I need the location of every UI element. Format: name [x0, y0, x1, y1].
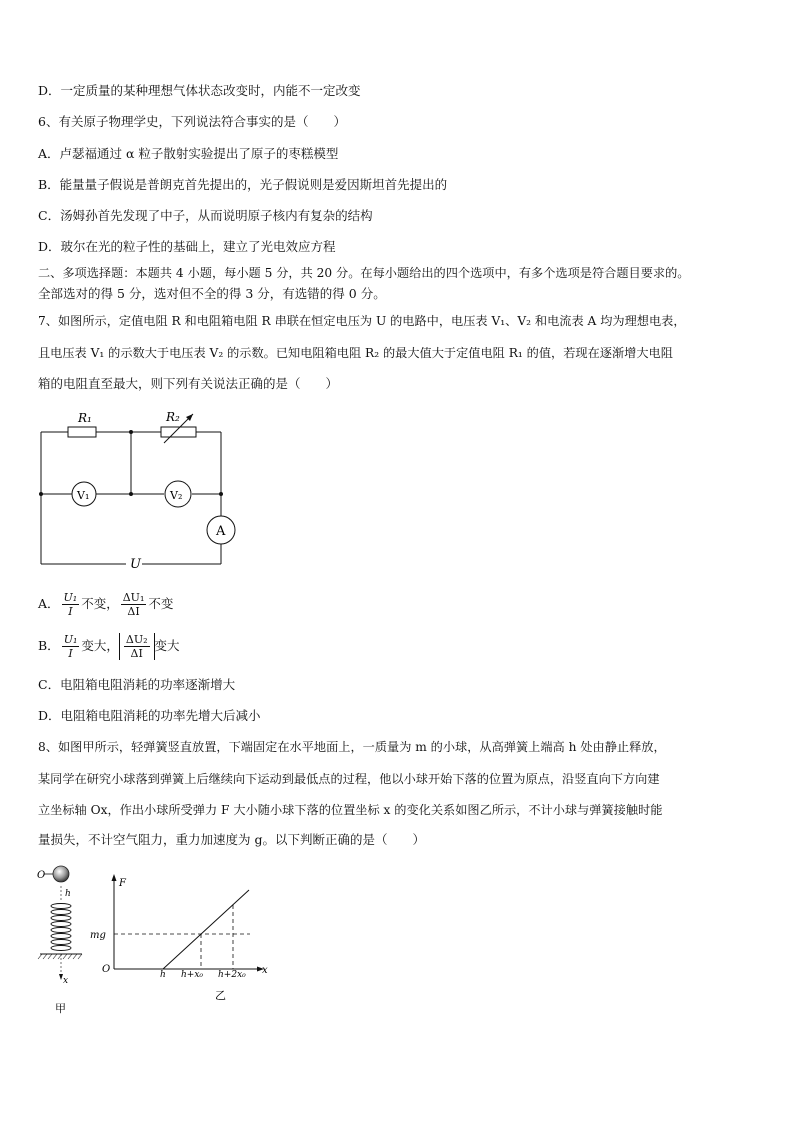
tick-h-plus-x0: h+x₀ — [181, 970, 204, 980]
fraction-du2-over-di — [124, 633, 150, 660]
q5-option-d: D．一定质量的某种理想气体状态改变时，内能不一定改变 — [38, 83, 361, 98]
question-7-line-3: 箱的电阻直至最大，则下列有关说法正确的是（ ） — [38, 376, 339, 391]
label-origin-left: O — [37, 870, 46, 881]
caption-left: 甲 — [55, 1002, 66, 1015]
resistor-r1 — [68, 427, 96, 437]
label-f: F — [119, 878, 126, 889]
option-a-prefix: A． — [38, 596, 60, 611]
label-v2: V₂ — [170, 489, 183, 502]
option-a-text-2: 不变 — [148, 596, 174, 611]
fraction-numerator: U₁ — [63, 591, 78, 604]
section-2-heading: 二、多项选择题：本题共 4 小题，每小题 5 分，共 20 分。在每小题给出的四个选项中，有多个选项是符合题目要求的。 — [38, 266, 690, 280]
fraction-numerator: ΔU₂ — [125, 633, 148, 646]
fraction-du1-over-di — [121, 591, 147, 618]
option-a-text-1: 不变， — [81, 596, 119, 611]
section-2-scoring: 全部选对的得 5 分，选对但不全的得 3 分，有选错的得 0 分。 — [38, 286, 386, 301]
fraction-denominator: I — [68, 605, 73, 618]
spring — [51, 904, 71, 951]
q6-option-c: C．汤姆孙首先发现了中子，从而说明原子核内有复杂的结构 — [38, 208, 373, 223]
tick-h: h — [160, 970, 166, 980]
label-ammeter: A — [216, 524, 226, 539]
q7-option-a — [38, 591, 173, 618]
option-b-text-1: 变大， — [81, 638, 119, 653]
fraction-numerator: ΔU₁ — [122, 591, 145, 604]
fraction-numerator: U₁ — [63, 633, 78, 646]
question-8-line-4: 量损失，不计空气阻力，重力加速度为 g。以下判断正确的是（ ） — [38, 832, 425, 847]
fraction-denominator: ΔI — [130, 647, 143, 660]
option-b-text-2: 变大 — [154, 638, 180, 653]
option-b-prefix: B． — [38, 638, 60, 653]
ball — [53, 866, 69, 882]
q7-option-c: C．电阻箱电阻消耗的功率逐渐增大 — [38, 677, 236, 692]
question-7-line-2: 且电压表 V₁ 的示数大于电压表 V₂ 的示数。已知电阻箱电阻 R₂ 的最大值大于定值电阻 R₁ 的值，若现在逐渐增大电阻 — [38, 346, 673, 360]
q6-option-b: B．能量量子假说是普朗克首先提出的，光子假说则是爱因斯坦首先提出的 — [38, 177, 448, 192]
question-8-line-1: 8、如图甲所示，轻弹簧竖直放置，下端固定在水平地面上，一质量为 m 的小球，从高弹簧上端高 h 处由静止释放， — [38, 740, 666, 754]
tick-h-plus-2x0: h+2x₀ — [218, 970, 246, 980]
absolute-value — [119, 633, 155, 660]
graph-force-position — [88, 868, 278, 1008]
fraction-u1-over-i — [62, 591, 80, 618]
label-mg: mg — [90, 930, 106, 941]
question-8-line-3: 立坐标轴 Ox，作出小球所受弹力 F 大小随小球下落的位置坐标 x 的变化关系如图乙所示，不计小球与弹簧接触时能 — [38, 803, 663, 817]
fraction-denominator: ΔI — [127, 605, 140, 618]
label-x-axis: x — [262, 965, 268, 976]
label-r1: R₁ — [78, 411, 92, 425]
circuit-diagram — [30, 400, 250, 580]
question-7-line-1: 7、如图所示，定值电阻 R 和电阻箱电阻 R 串联在恒定电压为 U 的电路中，电压表 V₁、V₂ 和电流表 A 均为理想电表， — [38, 314, 686, 328]
label-origin: O — [102, 964, 111, 975]
force-line — [163, 890, 249, 969]
fraction-denominator: I — [68, 647, 73, 660]
q6-option-a: A．卢瑟福通过 α 粒子散射实验提出了原子的枣糕模型 — [38, 146, 339, 161]
label-x-left: x — [63, 976, 69, 986]
figure-spring-ball — [34, 862, 94, 1022]
label-v1: V₁ — [77, 489, 90, 502]
caption-right: 乙 — [215, 989, 226, 1002]
label-u: U — [130, 557, 141, 572]
question-6: 6、有关原子物理学史，下列说法符合事实的是（ ） — [38, 114, 346, 129]
q7-option-d: D．电阻箱电阻消耗的功率先增大后减小 — [38, 708, 261, 723]
label-r2: R₂ — [166, 410, 180, 424]
q7-option-b — [38, 633, 180, 660]
label-h-left: h — [65, 889, 71, 899]
question-8-line-2: 某同学在研究小球落到弹簧上后继续向下运动到最低点的过程，他以小球开始下落的位置为原点，沿竖直向下方向建 — [38, 772, 660, 786]
fraction-u1-over-i — [62, 633, 80, 660]
q6-option-d: D．玻尔在光的粒子性的基础上，建立了光电效应方程 — [38, 239, 336, 254]
